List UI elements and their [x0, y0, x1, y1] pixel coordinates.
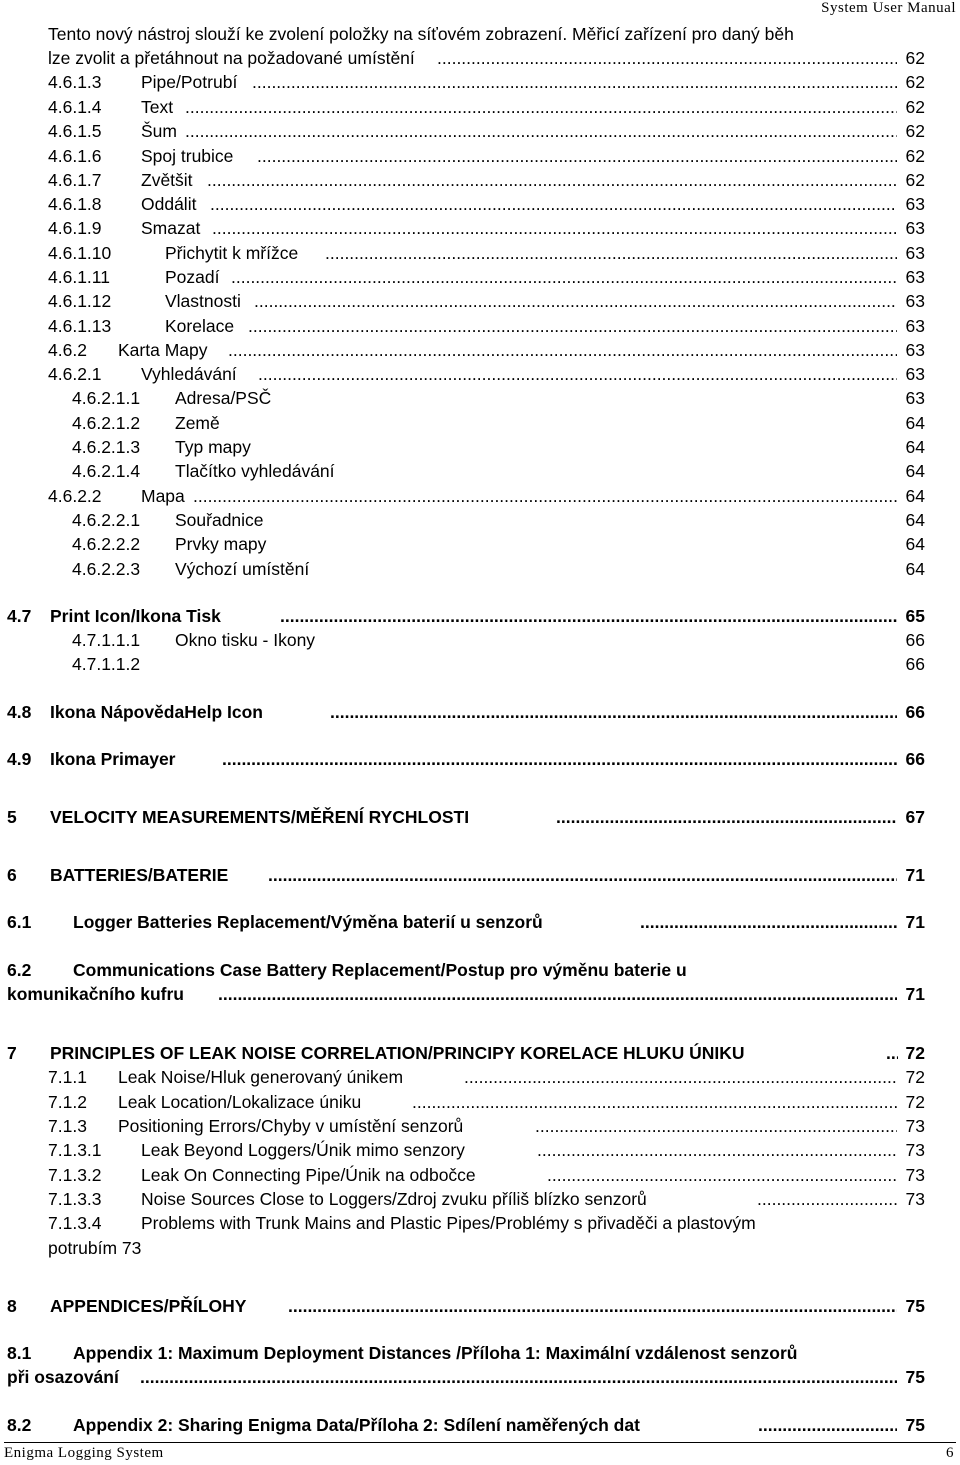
toc-title: VELOCITY MEASUREMENTS/MĚŘENÍ RYCHLOSTI: [50, 807, 470, 827]
toc-leader: [185, 119, 897, 143]
toc-entry[interactable]: [0, 241, 960, 265]
footer-title: Enigma Logging System: [4, 1445, 164, 1461]
toc-entry[interactable]: [0, 314, 960, 338]
toc-title: Pozadí: [165, 267, 220, 287]
toc-number: 4.7.1.1.1: [72, 630, 141, 650]
toc-title: Adresa/PSČ: [175, 388, 272, 408]
toc-title: Appendix 1: Maximum Deployment Distances /Příloha 1: Maximální vzdálenost senzorů: [73, 1343, 798, 1363]
toc-number: 4.6.1.7: [48, 170, 102, 190]
toc-number: 4.6.1.5: [48, 121, 102, 141]
toc-title: Appendix 2: Sharing Enigma Data/Příloha 2: Sdílení naměřených dat: [73, 1415, 640, 1435]
toc-entry[interactable]: [0, 1294, 960, 1318]
toc-number: 4.6.2.1.1: [72, 388, 141, 408]
toc-title: Zvětšit: [141, 170, 193, 190]
toc-number: 4.6.1.9: [48, 218, 102, 238]
toc-title: BATTERIES/BATERIE: [50, 865, 229, 885]
toc-entry[interactable]: [0, 192, 960, 216]
toc-entry[interactable]: [0, 557, 960, 581]
toc-leader: [248, 314, 897, 338]
toc-leader: [258, 362, 897, 386]
toc-number: 4.6.1.10: [48, 243, 112, 263]
toc-number: 7.1.2: [48, 1092, 87, 1112]
toc-entry-continuation[interactable]: [0, 982, 960, 1006]
toc-leader: [257, 144, 897, 168]
toc-leader: [231, 265, 897, 289]
toc-leader: [464, 1065, 897, 1089]
toc-leader: [280, 604, 897, 628]
toc-title: Print Icon/Ikona Tisk: [50, 606, 221, 626]
toc-page: 73: [905, 1116, 925, 1136]
toc-page: 63: [905, 364, 925, 384]
toc-page: 75: [905, 1415, 925, 1435]
toc-title: Karta Mapy: [118, 340, 208, 360]
toc-page: 71: [905, 984, 925, 1004]
toc-entry[interactable]: [0, 1413, 960, 1437]
toc-page: 62: [905, 48, 925, 68]
toc-entry[interactable]: [0, 70, 960, 94]
toc-entry[interactable]: [0, 119, 960, 143]
toc-page: 64: [905, 437, 925, 457]
toc-number: 8.1: [7, 1343, 32, 1363]
toc-number: 4.9: [7, 749, 32, 769]
toc-entry[interactable]: [0, 386, 960, 410]
toc-page: 64: [905, 510, 925, 530]
toc-page: 72: [905, 1067, 925, 1087]
toc-title: Pipe/Potrubí: [141, 72, 238, 92]
toc-title: Smazat: [141, 218, 201, 238]
toc-entry[interactable]: [0, 95, 960, 119]
toc-title: Typ mapy: [175, 437, 251, 457]
toc-leader: [268, 863, 897, 887]
toc-page: 62: [905, 97, 925, 117]
toc-number: 4.6.2.2.3: [72, 559, 141, 579]
toc-number: 4.6.2.2.2: [72, 534, 141, 554]
toc-entry[interactable]: [0, 144, 960, 168]
toc-entry[interactable]: [0, 910, 960, 934]
toc-page: 63: [905, 388, 925, 408]
toc-page: 66: [905, 749, 925, 769]
toc-title: APPENDICES/PŘÍLOHY: [50, 1296, 247, 1316]
toc-title: Šum: [141, 121, 177, 141]
toc-leader: [254, 289, 897, 313]
toc-leader: [758, 1413, 897, 1437]
toc-leader: [210, 192, 897, 216]
toc-entry-intro[interactable]: [0, 46, 960, 70]
toc-number: 4.6.2: [48, 340, 87, 360]
toc-entry-continuation[interactable]: [0, 1365, 960, 1389]
toc-number: 6.2: [7, 960, 32, 980]
toc-page: 64: [905, 559, 925, 579]
toc-leader: [325, 241, 897, 265]
toc-leader: [640, 910, 897, 934]
toc-entry[interactable]: [0, 1138, 960, 1162]
toc-page: 63: [905, 267, 925, 287]
toc-leader: [412, 1090, 897, 1114]
toc-number: 4.6.2.2: [48, 486, 102, 506]
toc-number: 8: [7, 1296, 17, 1316]
toc-entry[interactable]: [0, 289, 960, 313]
toc-leader: [185, 95, 897, 119]
toc-leader: [228, 338, 897, 362]
toc-title: Spoj trubice: [141, 146, 234, 166]
toc-entry[interactable]: [0, 863, 960, 887]
toc-page: 62: [905, 146, 925, 166]
page-number: 6: [946, 1445, 954, 1461]
toc-entry[interactable]: [0, 1041, 960, 1065]
toc-leader: [886, 1041, 898, 1065]
toc-page: 64: [905, 534, 925, 554]
toc-entry[interactable]: [0, 508, 960, 532]
page-footer: [4, 1442, 956, 1465]
toc-page: 66: [905, 630, 925, 650]
toc-entry[interactable]: [0, 1341, 960, 1365]
toc-entry[interactable]: [0, 459, 960, 483]
toc-page: 73: [905, 1140, 925, 1160]
toc-title: Vlastnosti: [165, 291, 241, 311]
toc-number: 4.7.1.1.2: [72, 654, 141, 674]
toc-entry[interactable]: [0, 216, 960, 240]
toc-title: komunikačního kufru: [7, 984, 184, 1004]
toc-title: Výchozí umístění: [175, 559, 310, 579]
toc-entry[interactable]: [0, 411, 960, 435]
toc-title: PRINCIPLES OF LEAK NOISE CORRELATION/PRINCIPY KORELACE HLUKU ÚNIKU: [50, 1043, 745, 1063]
toc-leader: [140, 1365, 897, 1389]
toc-number: 4.6.1.13: [48, 316, 112, 336]
toc-page: 65: [905, 606, 925, 626]
toc-leader: [212, 216, 897, 240]
toc-page: 75: [905, 1367, 925, 1387]
toc-title: Okno tisku - Ikony: [175, 630, 316, 650]
toc-page: 63: [905, 291, 925, 311]
toc-entry[interactable]: [0, 1211, 960, 1235]
toc-title: Mapa: [141, 486, 185, 506]
toc-number: 4.6.1.3: [48, 72, 102, 92]
toc-number: 7: [7, 1043, 17, 1063]
toc-title: Leak On Connecting Pipe/Únik na odbočce: [141, 1165, 476, 1185]
toc-page: 62: [905, 121, 925, 141]
toc-number: 4.7: [7, 606, 32, 626]
toc-leader: [556, 805, 897, 829]
toc-entry[interactable]: [0, 168, 960, 192]
toc-number: 4.6.2.1: [48, 364, 102, 384]
toc-page: 63: [905, 340, 925, 360]
toc-number: 7.1.3.1: [48, 1140, 102, 1160]
toc-leader: [252, 70, 897, 94]
toc-title: Noise Sources Close to Loggers/Zdroj zvuku příliš blízko senzorů: [141, 1189, 647, 1209]
toc-page: 63: [905, 243, 925, 263]
toc-title: při osazování: [7, 1367, 119, 1387]
toc-page: 64: [905, 413, 925, 433]
toc-title: Souřadnice: [175, 510, 264, 530]
toc-number: 7.1.1: [48, 1067, 87, 1087]
toc-page: 73: [905, 1165, 925, 1185]
toc-number: 4.6.2.1.2: [72, 413, 141, 433]
toc-entry[interactable]: [0, 747, 960, 771]
toc-number: 7.1.3.3: [48, 1189, 102, 1209]
toc-page: 71: [905, 912, 925, 932]
toc-number: 4.6.1.4: [48, 97, 102, 117]
toc-title: Logger Batteries Replacement/Výměna baterií u senzorů: [73, 912, 543, 932]
toc-page: 73: [905, 1189, 925, 1209]
toc-number: 7.1.3.4: [48, 1213, 102, 1233]
toc-leader: [288, 1294, 897, 1318]
toc-page: 63: [905, 218, 925, 238]
toc-entry[interactable]: [0, 338, 960, 362]
toc-leader: [222, 747, 897, 771]
toc-entry[interactable]: [0, 1090, 960, 1114]
toc-entry[interactable]: [0, 532, 960, 556]
toc-title: Leak Location/Lokalizace úniku: [118, 1092, 362, 1112]
toc-number: 6.1: [7, 912, 32, 932]
toc-title: Korelace: [165, 316, 235, 336]
toc-entry[interactable]: [0, 435, 960, 459]
intro-line-1: Tento nový nástroj slouží ke zvolení položky na síťovém zobrazení. Měřicí zařízení pro daný běh: [48, 24, 794, 44]
toc-number: 4.6.1.11: [48, 267, 110, 287]
toc-number: 4.6.2.1.4: [72, 461, 141, 481]
toc-leader: [535, 1114, 897, 1138]
toc-leader: [207, 168, 897, 192]
toc-title: Prvky mapy: [175, 534, 267, 554]
running-header: System User Manual: [821, 0, 956, 16]
toc-page: 72: [905, 1092, 925, 1112]
toc-title: Text: [141, 97, 174, 117]
toc-page: 67: [905, 807, 925, 827]
toc-leader: [757, 1187, 897, 1211]
toc-page: 72: [905, 1043, 925, 1063]
toc-title: potrubím 73: [48, 1238, 142, 1258]
toc-title: Communications Case Battery Replacement/Postup pro výměnu baterie u: [73, 960, 687, 980]
toc-title: Přichytit k mřížce: [165, 243, 299, 263]
toc-title: Ikona Primayer: [50, 749, 176, 769]
toc-leader: [537, 1138, 897, 1162]
toc-leader: [330, 700, 897, 724]
toc-entry[interactable]: [0, 628, 960, 652]
toc-entry[interactable]: [0, 362, 960, 386]
toc-number: 7.1.3: [48, 1116, 87, 1136]
toc-entry[interactable]: [0, 805, 960, 829]
toc-entry[interactable]: [0, 604, 960, 628]
toc-number: 4.6.1.8: [48, 194, 102, 214]
toc-entry[interactable]: [0, 1065, 960, 1089]
toc-number: 6: [7, 865, 17, 885]
intro-paragraph: [48, 22, 794, 46]
toc-title: Ikona NápovědaHelp Icon: [50, 702, 263, 722]
toc-entry[interactable]: [0, 265, 960, 289]
toc-title: Vyhledávání: [141, 364, 237, 384]
toc-entry[interactable]: [0, 652, 960, 676]
toc-title: Země: [175, 413, 220, 433]
toc-page: 66: [905, 654, 925, 674]
toc-page: 66: [905, 702, 925, 722]
toc-page: 64: [905, 486, 925, 506]
toc-title: Problems with Trunk Mains and Plastic Pipes/Problémy s přivaděči a plastovým: [141, 1213, 756, 1233]
toc-number: 8.2: [7, 1415, 32, 1435]
toc-number: 4.6.2.2.1: [72, 510, 141, 530]
toc-entry-continuation[interactable]: [0, 1236, 960, 1260]
toc-number: 7.1.3.2: [48, 1165, 102, 1185]
toc-entry[interactable]: [0, 700, 960, 724]
toc-title: Tlačítko vyhledávání: [175, 461, 335, 481]
toc-entry[interactable]: [0, 1163, 960, 1187]
toc-entry[interactable]: [0, 958, 960, 982]
toc-page: 71: [905, 865, 925, 885]
toc-number: 4.6.2.1.3: [72, 437, 141, 457]
toc-entry[interactable]: [0, 484, 960, 508]
toc-number: 4.6.1.12: [48, 291, 112, 311]
toc-page: 63: [905, 194, 925, 214]
toc-title: Oddálit: [141, 194, 197, 214]
toc-number: 4.8: [7, 702, 32, 722]
toc-leader: [193, 484, 897, 508]
toc-number: 5: [7, 807, 17, 827]
toc-page: 75: [905, 1296, 925, 1316]
toc-page: 63: [905, 316, 925, 336]
toc-entry[interactable]: [0, 1187, 960, 1211]
toc-title: Leak Noise/Hluk generovaný únikem: [118, 1067, 404, 1087]
toc-number: 4.6.1.6: [48, 146, 102, 166]
toc-leader: [547, 1163, 897, 1187]
toc-leader: [437, 46, 897, 70]
toc-page: 62: [905, 170, 925, 190]
toc-entry[interactable]: [0, 1114, 960, 1138]
toc-page: 62: [905, 72, 925, 92]
toc-page: 64: [905, 461, 925, 481]
toc-title: Leak Beyond Loggers/Únik mimo senzory: [141, 1140, 465, 1160]
toc-leader: [218, 982, 897, 1006]
toc-title: Positioning Errors/Chyby v umístění senzorů: [118, 1116, 464, 1136]
toc-title: lze zvolit a přetáhnout na požadované umístění: [48, 48, 415, 68]
